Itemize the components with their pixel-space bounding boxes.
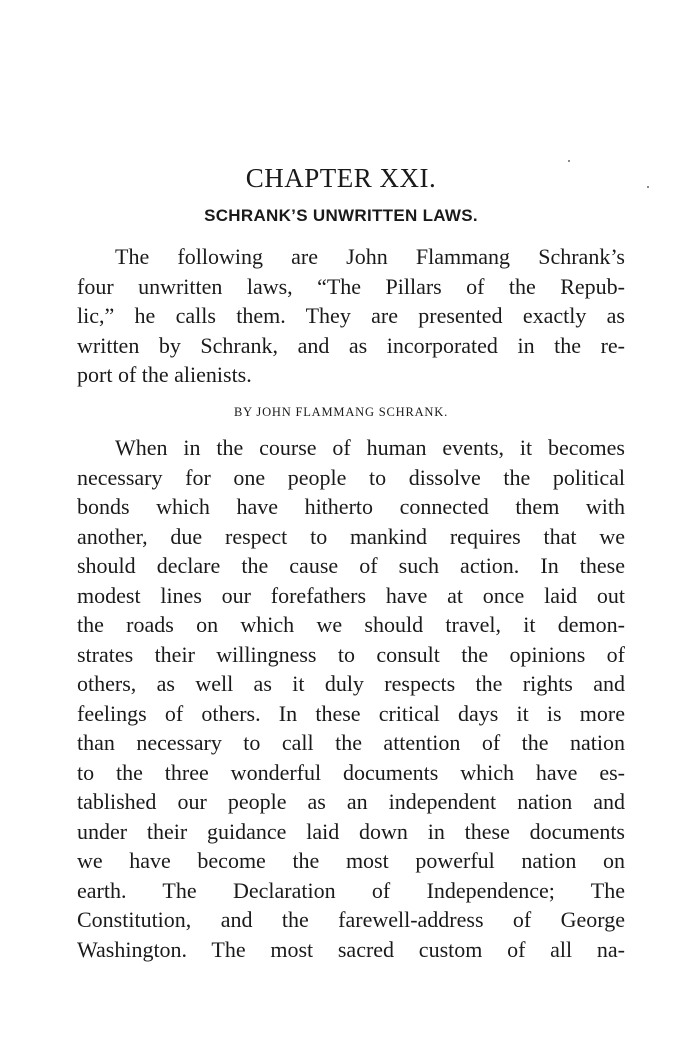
text-line: port of the alienists. [77,362,252,387]
text-line: When in the course of human events, it becomes [115,435,625,460]
text-line: Constitution, and the farewell-address of George [77,907,625,932]
intro-paragraph [77,242,625,390]
text-line: lic,” he calls them. They are presented exactly as [77,303,625,328]
text-line: than necessary to call the attention of the nation [77,730,625,755]
text-line: another, due respect to mankind requires that we [77,523,625,549]
section-title: SCHRANK’S UNWRITTEN LAWS. [204,206,478,225]
text-line: strates their willingness to consult the opinions of [77,641,625,667]
text-line: earth. The Declaration of Independence; The [77,877,625,903]
text-line: to the three wonderful documents which have es- [77,759,625,785]
text-line: the roads on which we should travel, it demon- [77,612,625,637]
chapter-title: CHAPTER XXI. [245,163,437,193]
text-line: feelings of others. In these critical days it is more [77,700,625,726]
text-line: written by Schrank, and as incorporated in the re- [77,332,625,358]
text-line: should declare the cause of such action. In these [77,553,625,578]
text-line: The following are John Flammang Schrank’s [115,244,625,269]
text-line: tablished our people as an independent nation and [77,789,625,814]
text-line: four unwritten laws, “The Pillars of the Repub- [77,273,625,299]
text-line: Washington. The most sacred custom of all na- [77,936,625,962]
byline: BY JOHN FLAMMANG SCHRANK. [233,405,448,419]
scan-speck [568,160,570,162]
body-paragraph [77,433,625,964]
text-line: we have become the most powerful nation on [77,848,625,873]
text-line: bonds which have hitherto connected them with [77,494,625,519]
scan-speck [647,186,649,188]
text-line: under their guidance laid down in these documents [77,818,625,844]
text-line: necessary for one people to dissolve the political [77,464,625,490]
text-line: modest lines our forefathers have at once laid out [77,582,625,608]
text-line: others, as well as it duly respects the rights and [77,671,625,696]
